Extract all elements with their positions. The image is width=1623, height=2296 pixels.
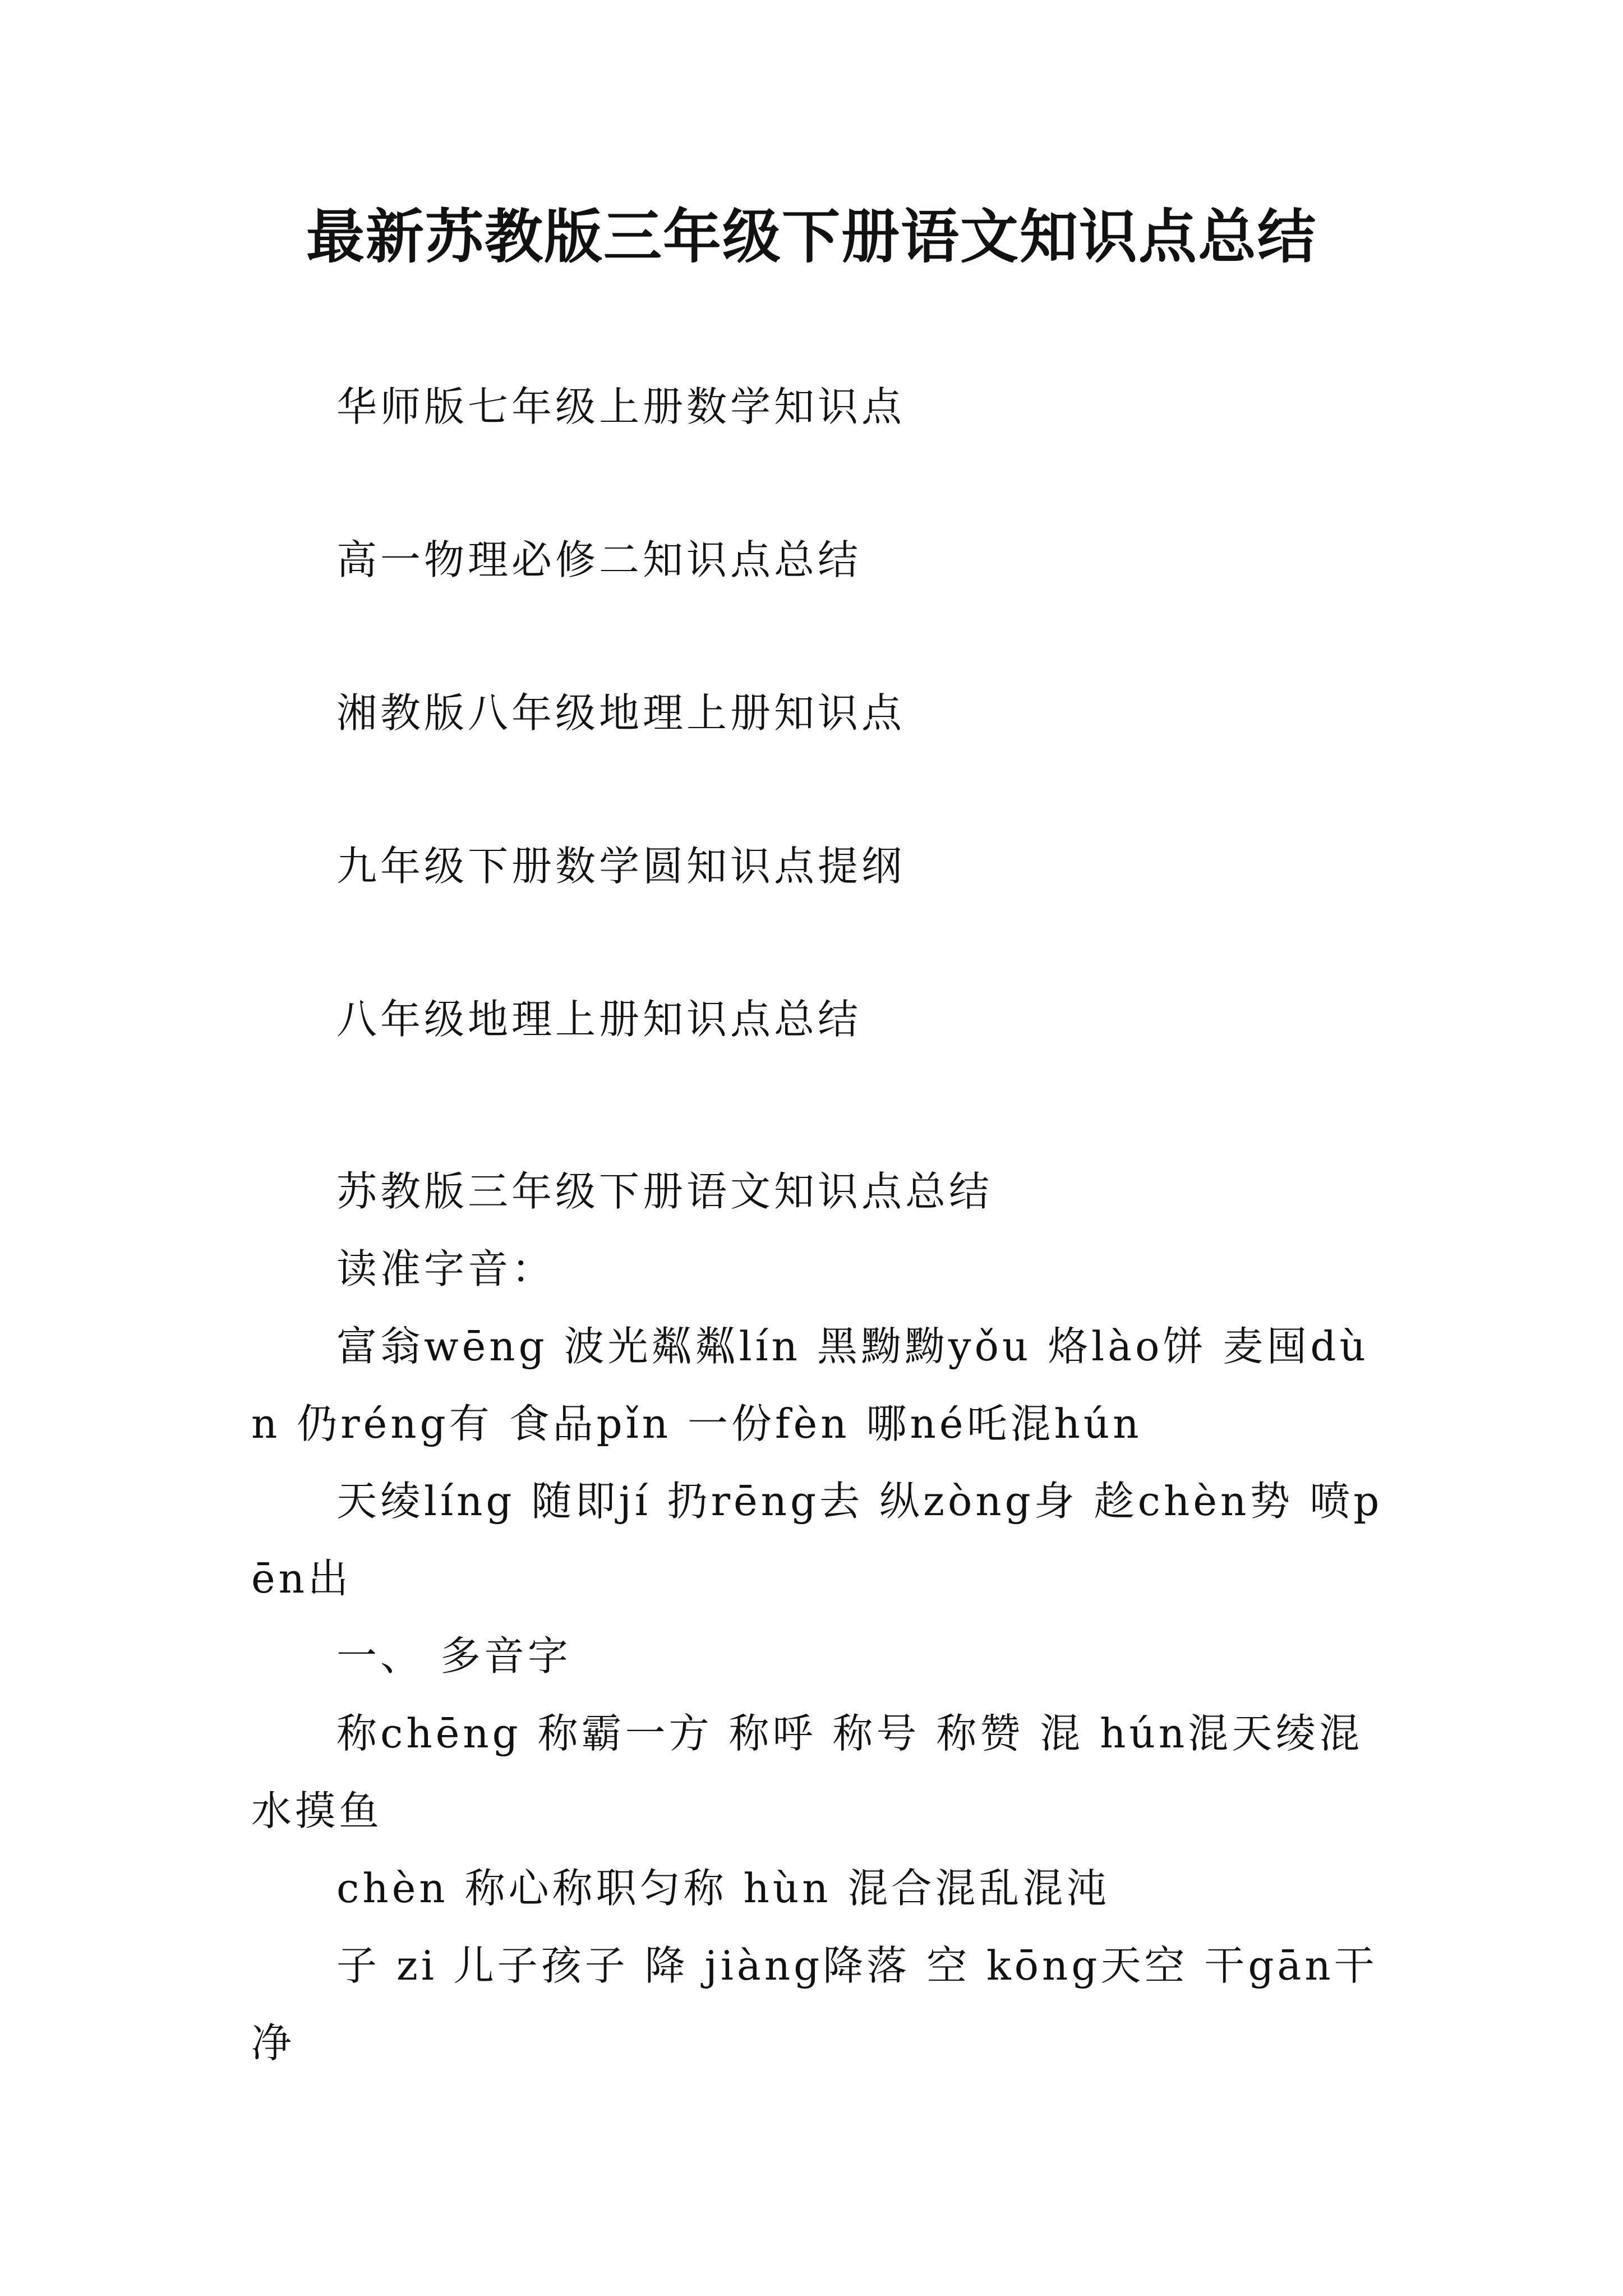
polyphone-paragraph: 子 zi 儿子孩子 降 jiàng降落 空 kōng天空 干gān干净 bbox=[251, 1942, 1378, 2067]
related-link-5[interactable]: 八年级地理上册知识点总结 bbox=[336, 996, 862, 1043]
document-title: 最新苏教版三年级下册语文知识点总结 bbox=[306, 202, 1317, 271]
subsection-label: 一、 多音字 bbox=[336, 1632, 571, 1680]
related-link-4[interactable]: 九年级下册数学圆知识点提纲 bbox=[336, 843, 906, 890]
section-heading: 苏教版三年级下册语文知识点总结 bbox=[336, 1168, 993, 1215]
related-link-2[interactable]: 高一物理必修二知识点总结 bbox=[336, 536, 862, 583]
polyphone-paragraph: chèn 称心称职匀称 hùn 混合混乱混沌 bbox=[336, 1865, 1110, 1912]
subsection-label: 读准字音： bbox=[336, 1245, 556, 1292]
related-link-3[interactable]: 湘教版八年级地理上册知识点 bbox=[336, 689, 906, 737]
document-body bbox=[251, 1153, 1390, 2082]
related-links-list bbox=[336, 381, 1458, 1045]
pinyin-paragraph: 天绫líng 随即jí 扔rēng去 纵zòng身 趁chèn势 喷pēn出 bbox=[251, 1478, 1383, 1602]
polyphone-paragraph: 称chēng 称霸一方 称呼 称号 称赞 混 hún混天绫混水摸鱼 bbox=[251, 1710, 1363, 1834]
pinyin-paragraph: 富翁wēng 波光粼粼lín 黑黝黝yǒu 烙lào饼 麦囤dùn 仍réng有 食品pǐn 一份fèn 哪né吒混hún bbox=[251, 1323, 1369, 1447]
related-link-1[interactable]: 华师版七年级上册数学知识点 bbox=[336, 383, 906, 430]
